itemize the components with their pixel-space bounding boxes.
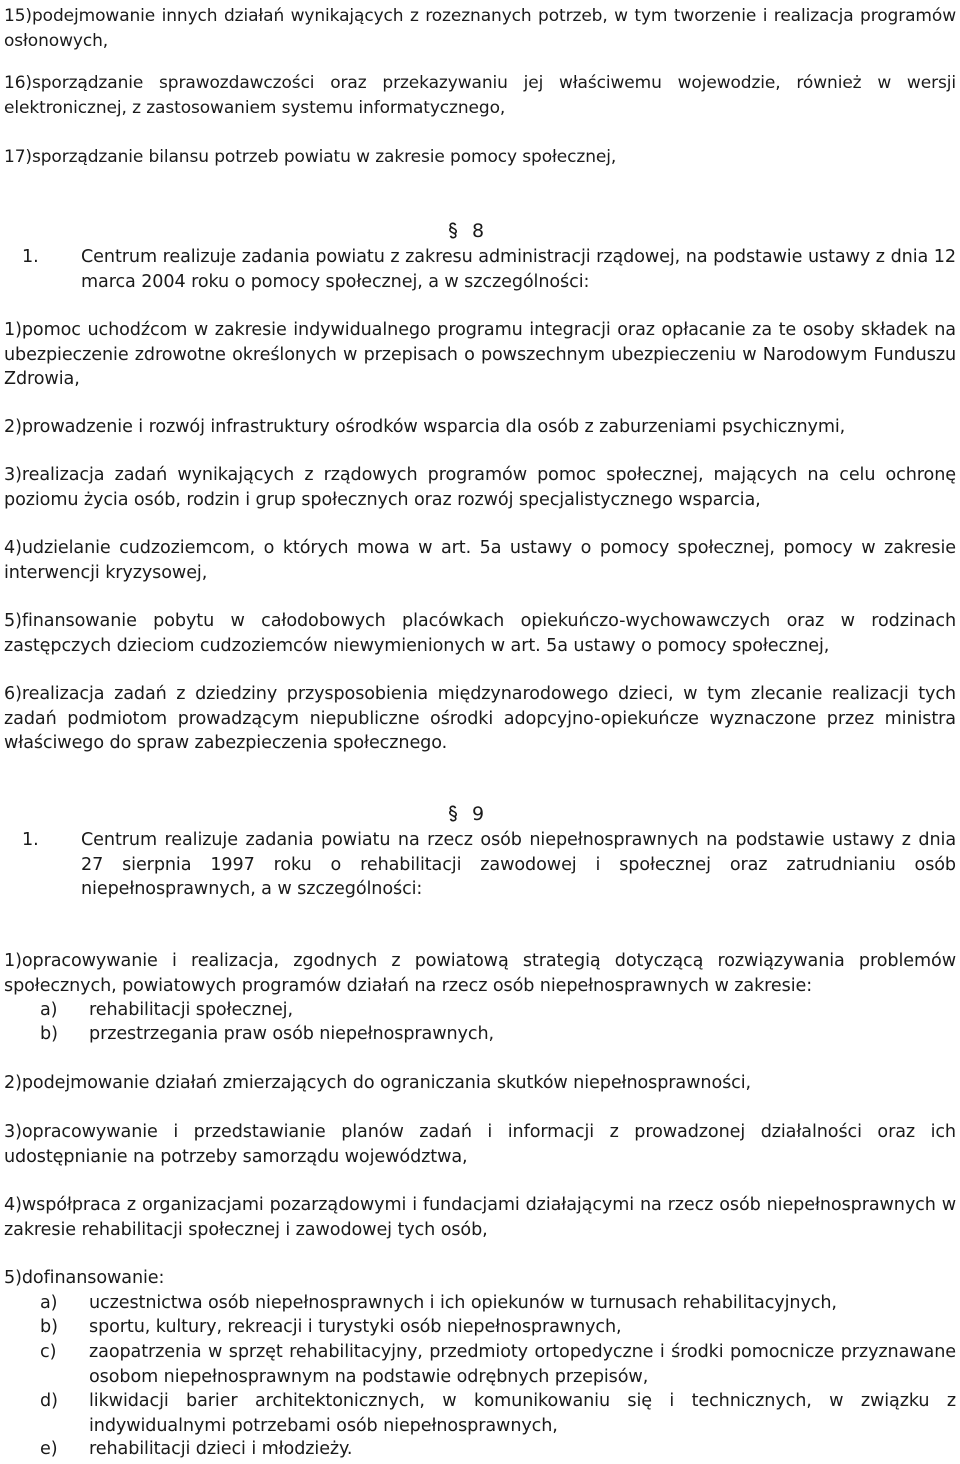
list-item-15: 15)podejmowanie innych działań wynikających z rozeznanych potrzeb, w tym tworzenie i realizacja programów osłonowych, — [4, 6, 956, 51]
paragraph-symbol-icon — [448, 221, 458, 238]
section-8-intro — [4, 245, 956, 294]
sub-item-text: zaopatrzenia w sprzęt rehabilitacyjny, przedmioty ortopedyczne i środki pomocnicze przyznawane osobom niepełnosprawnym na podstawie odrębnych przepisów, — [89, 1342, 956, 1387]
sub-item-letter: e) — [40, 1439, 58, 1459]
list-item: 3)opracowywanie i przedstawianie planów zadań i informacji z prowadzonej działalności oraz ich udostępnianie na potrzeby samorządu województwa, — [4, 1122, 956, 1167]
list-item: 2)prowadzenie i rozwój infrastruktury ośrodków wsparcia dla osób z zaburzeniami psychicznymi, — [4, 417, 846, 437]
sub-item — [40, 1437, 956, 1462]
sub-item-text: uczestnictwa osób niepełnosprawnych i ich opiekunów w turnusach rehabilitacyjnych, — [89, 1293, 837, 1313]
list-item: 4)współpraca z organizacjami pozarządowymi i fundacjami działającymi na rzecz osób niepełnosprawnych w zakresie rehabilitacji społecznej i zawodowej tych osób, — [4, 1195, 956, 1240]
sub-item-letter: c) — [40, 1342, 57, 1362]
intro-text: Centrum realizuje zadania powiatu na rzecz osób niepełnosprawnych na podstawie ustawy z dnia 27 sierpnia 1997 roku o rehabilitacji zawodowej i społecznej oraz zatrudnianiu osób niepełnosprawnych, a w szczególności: — [81, 830, 956, 899]
paragraph-symbol-icon — [448, 804, 458, 821]
sub-item — [40, 998, 956, 1023]
sub-item-text: likwidacji barier architektonicznych, w komunikowaniu się i technicznych, w związku z indywidualnymi potrzebami osób niepełnosprawnych, — [89, 1391, 956, 1436]
section-9-heading — [448, 802, 484, 826]
list-item: 2)podejmowanie działań zmierzających do ograniczania skutków niepełnosprawności, — [4, 1073, 752, 1093]
sub-item-letter: a) — [40, 1293, 58, 1313]
list-item: 1)opracowywanie i realizacja, zgodnych z powiatową strategią dotyczącą rozwiązywania problemów społecznych, powiatowych programów działań na rzecz osób niepełnosprawnych w zakresie: — [4, 951, 956, 996]
list-item: 5)dofinansowanie: — [4, 1268, 165, 1288]
sub-item — [40, 1389, 956, 1438]
list-item: 4)udzielanie cudzoziemcom, o których mowa w art. 5a ustawy o pomocy społecznej, pomocy w zakresie interwencji kryzysowej, — [4, 538, 956, 583]
section-8-number: 8 — [472, 220, 485, 242]
sub-item-letter: a) — [40, 1000, 58, 1020]
list-item: 6)realizacja zadań z dziedziny przysposobienia międzynarodowego dzieci, w tym zlecanie realizacji tych zadań podmiotom prowadzącym niepubliczne ośrodki adopcyjno-opiekuńcze wyznaczone przez ministra właściwego do spraw zabezpieczenia społecznego. — [4, 684, 956, 753]
sub-item-text: przestrzegania praw osób niepełnosprawnych, — [89, 1024, 494, 1044]
list-item-16: 16)sporządzanie sprawozdawczości oraz przekazywaniu jej właściwemu wojewodzie, również w wersji elektronicznej, z zastosowaniem systemu informatycznego, — [4, 73, 956, 118]
intro-text: Centrum realizuje zadania powiatu z zakresu administracji rządowej, na podstawie ustawy z dnia 12 marca 2004 roku o pomocy społecznej, a w szczególności: — [81, 247, 956, 292]
sub-item-letter: b) — [40, 1024, 58, 1044]
sub-item-letter: d) — [40, 1391, 58, 1411]
sub-item — [40, 1022, 956, 1047]
intro-number: 1. — [22, 830, 39, 850]
sub-item-text: rehabilitacji społecznej, — [89, 1000, 293, 1020]
list-item: 1)pomoc uchodźcom w zakresie indywidualnego programu integracji oraz opłacanie za te osoby składek na ubezpieczenie zdrowotne określonych w przepisach o powszechnym ubezpieczeniu w Narodowym Funduszu Zdrowia, — [4, 320, 956, 389]
intro-number: 1. — [22, 247, 39, 267]
section-9-intro — [4, 828, 956, 902]
sub-item-text: rehabilitacji dzieci i młodzieży. — [89, 1439, 353, 1459]
section-8-heading — [448, 219, 484, 243]
sub-item — [40, 1291, 956, 1316]
sub-item-text: sportu, kultury, rekreacji i turystyki osób niepełnosprawnych, — [89, 1317, 622, 1337]
list-item-17: 17)sporządzanie bilansu potrzeb powiatu w zakresie pomocy społecznej, — [4, 147, 617, 167]
section-9-number: 9 — [472, 803, 485, 825]
list-item: 5)finansowanie pobytu w całodobowych placówkach opiekuńczo-wychowawczych oraz w rodzinach zastępczych dzieciom cudzoziemców niewymienionych w art. 5a ustawy o pomocy społecznej, — [4, 611, 956, 656]
sub-item-letter: b) — [40, 1317, 58, 1337]
list-item: 3)realizacja zadań wynikających z rządowych programów pomoc społecznej, mających na celu ochronę poziomu życia osób, rodzin i grup społecznych oraz rozwój specjalistycznego wsparcia, — [4, 465, 956, 510]
sub-item — [40, 1315, 956, 1340]
sub-item — [40, 1340, 956, 1389]
